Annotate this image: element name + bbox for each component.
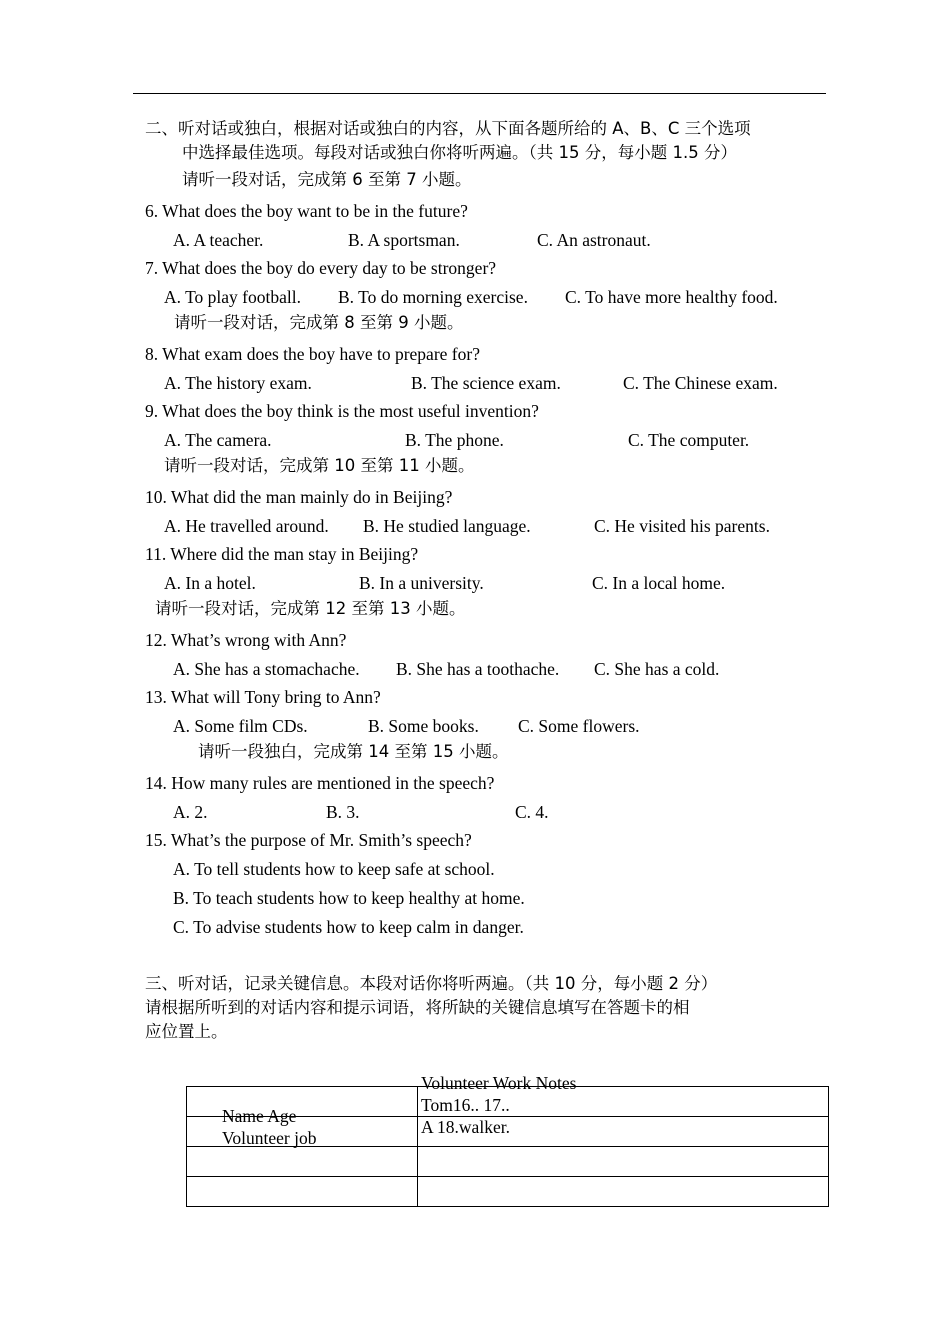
question-10-option-b: B. He studied language. — [363, 516, 531, 536]
question-14: 14. How many rules are mentioned in the speech? — [145, 773, 495, 793]
question-15-option-b: B. To teach students how to keep healthy at home. — [173, 888, 525, 908]
table-row — [187, 1177, 829, 1207]
table-row2-right: A 18.walker. — [421, 1117, 510, 1137]
question-8-option-a: A. The history exam. — [164, 373, 312, 393]
question-9: 9. What does the boy think is the most useful invention? — [145, 401, 539, 421]
question-11: 11. Where did the man stay in Beijing? — [145, 544, 419, 564]
question-13-option-a: A. Some film CDs. — [173, 716, 308, 736]
question-6-option-c: C. An astronaut. — [537, 230, 651, 250]
question-9-option-b: B. The phone. — [405, 430, 504, 450]
table-row1-right: Tom16.. 17.. — [421, 1095, 510, 1115]
table-left-label-name-age: Name Age — [222, 1106, 297, 1126]
section2-heading-line2: 中选择最佳选项。每段对话或独白你将听两遍。（共 15 分，每小题 1.5 分） — [182, 143, 737, 162]
question-11-option-b: B. In a university. — [359, 573, 484, 593]
question-8-option-c: C. The Chinese exam. — [623, 373, 778, 393]
group-instruction: 请听一段独白，完成第 14 至第 15 小题。 — [198, 742, 509, 761]
group-instruction: 请听一段对话，完成第 10 至第 11 小题。 — [164, 456, 475, 475]
section2-heading-line1: 二、听对话或独白，根据对话或独白的内容，从下面各题所给的 A、B、C 三个选项 — [145, 119, 751, 138]
question-14-option-b: B. 3. — [326, 802, 360, 822]
question-15-option-c: C. To advise students how to keep calm in danger. — [173, 917, 524, 937]
question-8: 8. What exam does the boy have to prepare for? — [145, 344, 480, 364]
question-15: 15. What’s the purpose of Mr. Smith’s speech? — [145, 830, 472, 850]
question-14-option-a: A. 2. — [173, 802, 208, 822]
top-rule — [133, 93, 826, 94]
question-8-option-b: B. The science exam. — [411, 373, 561, 393]
group-instruction: 请听一段对话，完成第 12 至第 13 小题。 — [155, 599, 466, 618]
question-11-option-c: C. In a local home. — [592, 573, 726, 593]
question-6-option-b: B. A sportsman. — [348, 230, 460, 250]
answer-cell — [418, 1147, 829, 1177]
question-9-option-c: C. The computer. — [628, 430, 750, 450]
question-12-option-c: C. She has a cold. — [594, 659, 720, 679]
question-10: 10. What did the man mainly do in Beijing? — [145, 487, 453, 507]
section3-heading-line2: 请根据所听到的对话内容和提示词语，将所缺的关键信息填写在答题卡的相 — [145, 998, 690, 1017]
question-11-option-a: A. In a hotel. — [164, 573, 256, 593]
question-6: 6. What does the boy want to be in the future? — [145, 201, 468, 221]
question-9-option-a: A. The camera. — [164, 430, 272, 450]
section3-heading-line3: 应位置上。 — [145, 1022, 228, 1041]
question-15-option-a: A. To tell students how to keep safe at school. — [173, 859, 495, 879]
question-13: 13. What will Tony bring to Ann? — [145, 687, 381, 707]
table-row — [187, 1147, 829, 1177]
question-7-option-b: B. To do morning exercise. — [338, 287, 528, 307]
section3-heading-line1: 三、听对话，记录关键信息。本段对话你将听两遍。（共 10 分，每小题 2 分） — [145, 974, 718, 993]
answer-cell — [187, 1177, 418, 1207]
question-10-option-a: A. He travelled around. — [164, 516, 329, 536]
question-7: 7. What does the boy do every day to be stronger? — [145, 258, 497, 278]
question-7-option-a: A. To play football. — [164, 287, 301, 307]
answer-cell — [187, 1147, 418, 1177]
question-7-option-c: C. To have more healthy food. — [565, 287, 778, 307]
table-left-label-volunteer-job: Volunteer job — [222, 1128, 317, 1148]
question-14-option-c: C. 4. — [515, 802, 549, 822]
question-6-option-a: A. A teacher. — [173, 230, 264, 250]
question-12: 12. What’s wrong with Ann? — [145, 630, 347, 650]
question-13-option-c: C. Some flowers. — [518, 716, 640, 736]
question-12-option-a: A. She has a stomachache. — [173, 659, 360, 679]
answer-cell — [418, 1177, 829, 1207]
group-instruction: 请听一段对话，完成第 8 至第 9 小题。 — [174, 313, 464, 332]
question-13-option-b: B. Some books. — [368, 716, 479, 736]
question-12-option-b: B. She has a toothache. — [396, 659, 560, 679]
question-10-option-c: C. He visited his parents. — [594, 516, 770, 536]
group-instruction: 请听一段对话，完成第 6 至第 7 小题。 — [182, 170, 472, 189]
table-title: Volunteer Work Notes — [421, 1073, 577, 1093]
